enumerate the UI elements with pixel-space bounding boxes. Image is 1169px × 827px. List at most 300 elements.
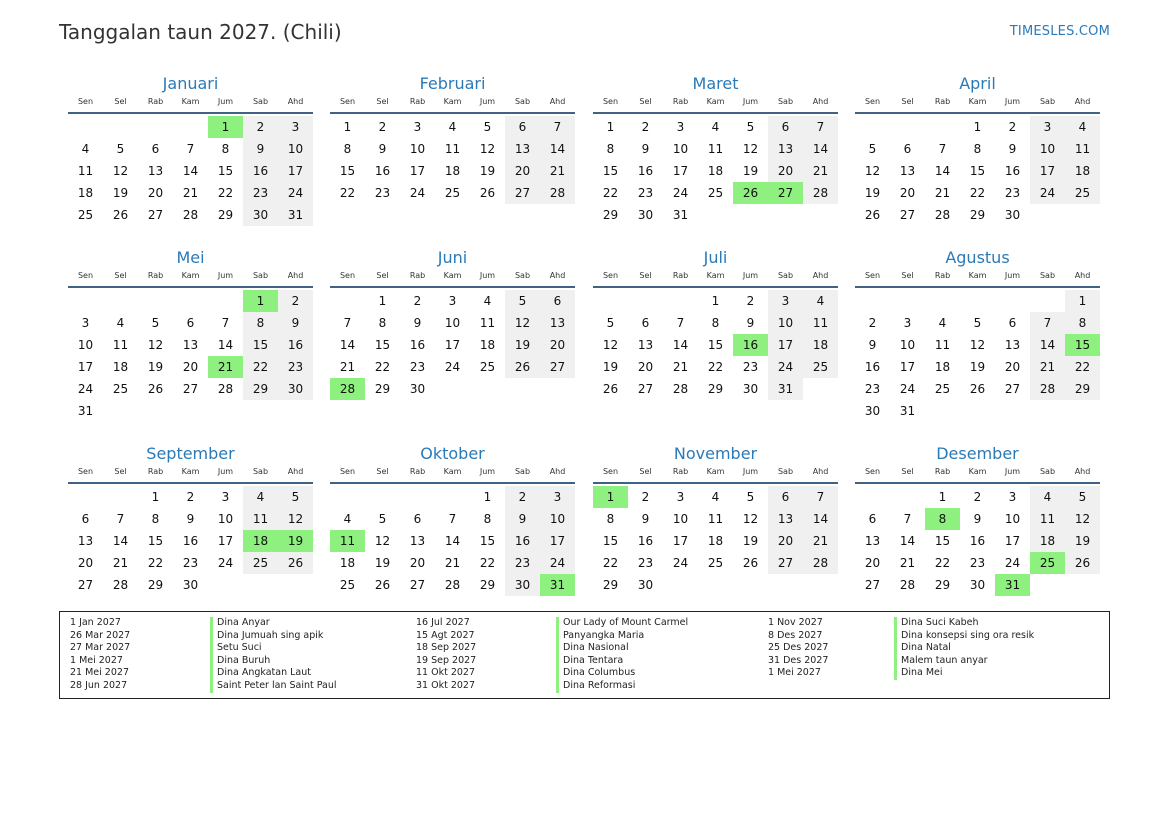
empty-cell xyxy=(400,486,435,508)
day-cell: 17 xyxy=(1004,534,1021,548)
day-cell: 9 xyxy=(278,312,313,334)
day-cell: 30 xyxy=(637,208,654,222)
empty-cell xyxy=(1030,400,1065,422)
weekday-label: Rab xyxy=(934,467,951,476)
empty-cell xyxy=(1065,574,1100,596)
holiday-name: Malem taun anyar xyxy=(894,655,1034,668)
week-row xyxy=(68,574,313,596)
month-oktober xyxy=(330,443,575,596)
day-cell: 16 xyxy=(243,160,278,182)
day-cell: 23 xyxy=(742,360,759,374)
empty-cell xyxy=(138,290,173,312)
day-cell: 25 xyxy=(112,382,129,396)
legend-dates-column xyxy=(70,617,130,693)
holiday-name: Panyangka Maria xyxy=(556,630,688,643)
weekday-label: Ahd xyxy=(1074,467,1091,476)
day-cell: 21 xyxy=(672,360,689,374)
holiday-name: Dina Suci Kabeh xyxy=(894,617,1034,630)
day-cell: 3 xyxy=(540,486,575,508)
day-cell: 21 xyxy=(444,556,461,570)
day-cell: 15 xyxy=(374,338,391,352)
day-cell: 22 xyxy=(707,360,724,374)
day-cell: 18 xyxy=(339,556,356,570)
holiday-cell: 15 xyxy=(1065,334,1100,356)
day-cell: 10 xyxy=(278,138,313,160)
day-cell: 2 xyxy=(973,490,982,504)
day-cell: 19 xyxy=(602,360,619,374)
day-cell: 1 xyxy=(938,490,947,504)
day-cell: 3 xyxy=(81,316,90,330)
holiday-cell: 27 xyxy=(768,182,803,204)
day-cell: 29 xyxy=(707,382,724,396)
day-cell: 22 xyxy=(602,556,619,570)
week-row xyxy=(68,356,313,378)
weekday-label: Kam xyxy=(181,97,200,106)
day-cell: 5 xyxy=(1065,486,1100,508)
day-cell: 27 xyxy=(77,578,94,592)
day-cell: 25 xyxy=(707,556,724,570)
day-cell: 16 xyxy=(637,164,654,178)
empty-cell xyxy=(995,400,1030,422)
week-row xyxy=(330,138,575,160)
empty-cell xyxy=(103,400,138,422)
day-cell: 24 xyxy=(1004,556,1021,570)
day-cell: 12 xyxy=(1065,508,1100,530)
day-cell: 5 xyxy=(973,316,982,330)
day-cell: 11 xyxy=(707,142,724,156)
day-cell: 10 xyxy=(768,312,803,334)
header-divider xyxy=(593,286,838,288)
weekday-label: Sel xyxy=(114,467,127,476)
weekday-label: Rab xyxy=(409,271,426,280)
day-cell: 5 xyxy=(483,120,492,134)
empty-cell xyxy=(243,574,278,596)
weekday-label: Kam xyxy=(443,97,462,106)
weekday-label: Jum xyxy=(217,271,234,280)
day-cell: 25 xyxy=(479,360,496,374)
day-cell: 17 xyxy=(672,534,689,548)
holiday-cell: 16 xyxy=(733,334,768,356)
weekday-label: Rab xyxy=(147,467,164,476)
day-cell: 18 xyxy=(444,164,461,178)
day-cell: 30 xyxy=(409,382,426,396)
empty-cell xyxy=(103,486,138,508)
day-cell: 8 xyxy=(483,512,492,526)
week-row xyxy=(593,574,838,596)
day-cell: 9 xyxy=(641,512,650,526)
week-row xyxy=(68,530,313,552)
day-cell: 20 xyxy=(77,556,94,570)
day-cell: 26 xyxy=(602,382,619,396)
weekday-label: Sab xyxy=(514,97,531,106)
month-name: Januari xyxy=(162,74,219,93)
holiday-cell: 31 xyxy=(995,574,1030,596)
day-cell: 3 xyxy=(221,490,230,504)
empty-cell xyxy=(1065,400,1100,422)
month-name: Februari xyxy=(419,74,486,93)
holiday-cell: 18 xyxy=(243,530,278,552)
holiday-cell: 28 xyxy=(330,378,365,400)
day-cell: 7 xyxy=(676,316,685,330)
day-cell: 10 xyxy=(444,316,461,330)
holiday-cell: 1 xyxy=(593,486,628,508)
header-divider xyxy=(593,482,838,484)
month-agustus xyxy=(855,247,1100,422)
day-cell: 12 xyxy=(147,338,164,352)
day-cell: 1 xyxy=(606,120,615,134)
day-cell: 4 xyxy=(483,294,492,308)
week-row xyxy=(593,312,838,334)
day-cell: 12 xyxy=(479,142,496,156)
day-cell: 15 xyxy=(602,534,619,548)
brand-link[interactable]: TIMESLES.COM xyxy=(1009,24,1110,39)
day-cell: 27 xyxy=(899,208,916,222)
weekday-label: Sab xyxy=(1039,467,1056,476)
day-cell: 12 xyxy=(374,534,391,548)
day-cell: 20 xyxy=(147,186,164,200)
day-cell: 29 xyxy=(934,578,951,592)
month-desember xyxy=(855,443,1100,596)
week-row xyxy=(855,552,1100,574)
day-cell: 12 xyxy=(742,142,759,156)
day-cell: 7 xyxy=(1030,312,1065,334)
weekday-header xyxy=(330,465,575,479)
day-cell: 22 xyxy=(969,186,986,200)
holiday-name: Our Lady of Mount Carmel xyxy=(556,617,688,630)
month-name: Juni xyxy=(437,248,468,267)
day-cell: 17 xyxy=(444,338,461,352)
empty-cell xyxy=(925,116,960,138)
day-cell: 18 xyxy=(803,334,838,356)
weekday-label: Kam xyxy=(968,271,987,280)
day-cell: 26 xyxy=(1065,552,1100,574)
weekday-label: Jum xyxy=(479,97,496,106)
weekday-label: Ahd xyxy=(287,97,304,106)
day-cell: 14 xyxy=(899,534,916,548)
day-cell: 24 xyxy=(77,382,94,396)
weekday-label: Kam xyxy=(443,271,462,280)
day-cell: 1 xyxy=(151,490,160,504)
day-cell: 12 xyxy=(505,312,540,334)
weekday-label: Sen xyxy=(602,97,619,106)
weekday-label: Sab xyxy=(514,467,531,476)
holiday-cell: 1 xyxy=(243,290,278,312)
holiday-date: 27 Mar 2027 xyxy=(70,642,131,654)
holiday-name: Dina Tentara xyxy=(556,655,688,668)
day-cell: 8 xyxy=(243,312,278,334)
day-cell: 23 xyxy=(409,360,426,374)
empty-cell xyxy=(698,204,733,226)
day-cell: 3 xyxy=(278,116,313,138)
day-cell: 27 xyxy=(768,552,803,574)
day-cell: 2 xyxy=(641,490,650,504)
day-cell: 10 xyxy=(1004,512,1021,526)
day-cell: 22 xyxy=(339,186,356,200)
weekday-label: Sen xyxy=(77,97,94,106)
holiday-name: Dina Columbus xyxy=(556,667,688,680)
empty-cell xyxy=(330,486,365,508)
empty-cell xyxy=(540,378,575,400)
day-cell: 7 xyxy=(903,512,912,526)
weekday-label: Ahd xyxy=(549,271,566,280)
weekday-label: Sen xyxy=(77,271,94,280)
day-cell: 16 xyxy=(409,338,426,352)
weekday-label: Sel xyxy=(376,467,389,476)
day-cell: 13 xyxy=(1004,338,1021,352)
weekday-label: Jum xyxy=(1004,467,1021,476)
day-cell: 1 xyxy=(343,120,352,134)
day-cell: 22 xyxy=(479,556,496,570)
weekday-label: Sel xyxy=(639,467,652,476)
day-cell: 23 xyxy=(278,356,313,378)
day-cell: 30 xyxy=(1004,208,1021,222)
day-cell: 17 xyxy=(409,164,426,178)
header-divider xyxy=(855,482,1100,484)
empty-cell xyxy=(330,290,365,312)
day-cell: 3 xyxy=(903,316,912,330)
empty-cell xyxy=(208,400,243,422)
holiday-date: 1 Nov 2027 xyxy=(768,617,823,628)
week-row xyxy=(68,116,313,138)
holiday-cell: 26 xyxy=(733,182,768,204)
day-cell: 2 xyxy=(868,316,877,330)
day-cell: 14 xyxy=(540,138,575,160)
holiday-date: 16 Jul 2027 xyxy=(416,617,470,628)
week-row xyxy=(855,400,1100,422)
day-cell: 20 xyxy=(768,160,803,182)
empty-cell xyxy=(1030,574,1065,596)
empty-cell xyxy=(138,116,173,138)
weekday-label: Jum xyxy=(479,467,496,476)
legend-names-column xyxy=(556,617,688,693)
empty-cell xyxy=(855,290,890,312)
day-cell: 9 xyxy=(378,142,387,156)
day-cell: 9 xyxy=(973,512,982,526)
day-cell: 13 xyxy=(899,164,916,178)
empty-cell xyxy=(68,116,103,138)
day-cell: 11 xyxy=(243,508,278,530)
month-september xyxy=(68,443,313,596)
holiday-date: 8 Des 2027 xyxy=(768,629,823,641)
week-row xyxy=(593,204,838,226)
day-cell: 20 xyxy=(899,186,916,200)
weekday-label: Ahd xyxy=(812,97,829,106)
day-cell: 30 xyxy=(969,578,986,592)
day-cell: 18 xyxy=(934,360,951,374)
day-cell: 19 xyxy=(374,556,391,570)
weekday-label: Sab xyxy=(252,271,269,280)
empty-cell xyxy=(173,116,208,138)
day-cell: 14 xyxy=(672,338,689,352)
day-cell: 2 xyxy=(413,294,422,308)
weekday-label: Ahd xyxy=(1074,97,1091,106)
day-cell: 18 xyxy=(1030,530,1065,552)
day-cell: 10 xyxy=(540,508,575,530)
day-cell: 23 xyxy=(374,186,391,200)
day-cell: 6 xyxy=(413,512,422,526)
day-cell: 7 xyxy=(343,316,352,330)
day-cell: 21 xyxy=(803,530,838,552)
day-cell: 30 xyxy=(243,204,278,226)
day-cell: 25 xyxy=(243,552,278,574)
empty-cell xyxy=(890,486,925,508)
weekday-header xyxy=(68,269,313,283)
weekday-label: Kam xyxy=(968,467,987,476)
day-cell: 27 xyxy=(864,578,881,592)
header-divider xyxy=(593,112,838,114)
weekday-label: Ahd xyxy=(549,467,566,476)
week-row xyxy=(593,116,838,138)
empty-cell xyxy=(995,290,1030,312)
day-cell: 10 xyxy=(409,142,426,156)
empty-cell xyxy=(663,574,698,596)
week-row xyxy=(855,508,1100,530)
week-row xyxy=(330,508,575,530)
day-cell: 31 xyxy=(77,404,94,418)
weekday-header xyxy=(855,465,1100,479)
day-cell: 14 xyxy=(339,338,356,352)
header-divider xyxy=(68,112,313,114)
empty-cell xyxy=(890,290,925,312)
day-cell: 9 xyxy=(868,338,877,352)
day-cell: 14 xyxy=(217,338,234,352)
day-cell: 25 xyxy=(707,186,724,200)
weekday-label: Sel xyxy=(901,467,914,476)
day-cell: 29 xyxy=(969,208,986,222)
day-cell: 15 xyxy=(243,334,278,356)
day-cell: 3 xyxy=(1008,490,1017,504)
weekday-label: Rab xyxy=(934,271,951,280)
weekday-label: Sab xyxy=(777,271,794,280)
month-name: November xyxy=(673,444,758,463)
day-cell: 1 xyxy=(973,120,982,134)
month-name: Oktober xyxy=(420,444,485,463)
day-cell: 31 xyxy=(672,208,689,222)
empty-cell xyxy=(628,290,663,312)
day-cell: 28 xyxy=(899,578,916,592)
week-row xyxy=(68,290,313,312)
week-row xyxy=(330,334,575,356)
weekday-label: Sab xyxy=(252,97,269,106)
day-cell: 11 xyxy=(479,316,496,330)
day-cell: 10 xyxy=(1030,138,1065,160)
day-cell: 24 xyxy=(540,552,575,574)
weekday-label: Ahd xyxy=(1074,271,1091,280)
weekday-label: Sel xyxy=(901,97,914,106)
day-cell: 15 xyxy=(147,534,164,548)
day-cell: 9 xyxy=(746,316,755,330)
week-row xyxy=(330,574,575,596)
week-row xyxy=(855,574,1100,596)
month-mei xyxy=(68,247,313,422)
day-cell: 8 xyxy=(1065,312,1100,334)
week-row xyxy=(330,312,575,334)
day-cell: 2 xyxy=(505,486,540,508)
week-row xyxy=(68,160,313,182)
empty-cell xyxy=(733,204,768,226)
day-cell: 28 xyxy=(182,208,199,222)
week-row xyxy=(330,530,575,552)
weekday-label: Kam xyxy=(706,467,725,476)
empty-cell xyxy=(435,486,470,508)
day-cell: 28 xyxy=(217,382,234,396)
empty-cell xyxy=(768,204,803,226)
weekday-label: Sen xyxy=(339,271,356,280)
empty-cell xyxy=(103,290,138,312)
weekday-label: Rab xyxy=(147,97,164,106)
holiday-name: Saint Peter lan Saint Paul xyxy=(210,680,337,693)
day-cell: 11 xyxy=(707,512,724,526)
holiday-cell: 11 xyxy=(330,530,365,552)
weekday-label: Ahd xyxy=(287,271,304,280)
day-cell: 3 xyxy=(768,290,803,312)
weekday-header xyxy=(593,95,838,109)
weekday-header xyxy=(68,95,313,109)
empty-cell xyxy=(138,400,173,422)
weekday-label: Sen xyxy=(864,467,881,476)
empty-cell xyxy=(1030,204,1065,226)
week-row xyxy=(855,530,1100,552)
holiday-date: 25 Des 2027 xyxy=(768,642,829,654)
legend-names-column xyxy=(210,617,337,693)
day-cell: 15 xyxy=(707,338,724,352)
day-cell: 22 xyxy=(147,556,164,570)
day-cell: 15 xyxy=(217,164,234,178)
day-cell: 13 xyxy=(182,338,199,352)
day-cell: 31 xyxy=(278,204,313,226)
day-cell: 22 xyxy=(243,356,278,378)
day-cell: 11 xyxy=(1030,508,1065,530)
weekday-label: Sen xyxy=(602,467,619,476)
week-row xyxy=(593,378,838,400)
week-row xyxy=(68,486,313,508)
day-cell: 21 xyxy=(1030,356,1065,378)
day-cell: 26 xyxy=(969,382,986,396)
day-cell: 22 xyxy=(602,186,619,200)
weekday-label: Sel xyxy=(114,271,127,280)
day-cell: 24 xyxy=(768,356,803,378)
week-row xyxy=(68,508,313,530)
weekday-label: Rab xyxy=(409,97,426,106)
day-cell: 14 xyxy=(934,164,951,178)
day-cell: 12 xyxy=(864,164,881,178)
day-cell: 16 xyxy=(374,164,391,178)
weekday-label: Rab xyxy=(672,467,689,476)
empty-cell xyxy=(208,290,243,312)
week-row xyxy=(330,160,575,182)
day-cell: 14 xyxy=(444,534,461,548)
holiday-date: 26 Mar 2027 xyxy=(70,629,131,641)
day-cell: 17 xyxy=(278,160,313,182)
day-cell: 23 xyxy=(182,556,199,570)
day-cell: 7 xyxy=(448,512,457,526)
day-cell: 24 xyxy=(672,186,689,200)
week-row xyxy=(68,138,313,160)
day-cell: 3 xyxy=(676,120,685,134)
day-cell: 16 xyxy=(1004,164,1021,178)
day-cell: 1 xyxy=(483,490,492,504)
week-row xyxy=(855,378,1100,400)
weekday-label: Kam xyxy=(706,97,725,106)
weekday-label: Kam xyxy=(443,467,462,476)
day-cell: 5 xyxy=(378,512,387,526)
day-cell: 18 xyxy=(112,360,129,374)
day-cell: 27 xyxy=(147,208,164,222)
day-cell: 30 xyxy=(278,378,313,400)
day-cell: 5 xyxy=(746,120,755,134)
holiday-name: Setu Suci xyxy=(210,642,337,655)
month-name: Juli xyxy=(703,248,728,267)
